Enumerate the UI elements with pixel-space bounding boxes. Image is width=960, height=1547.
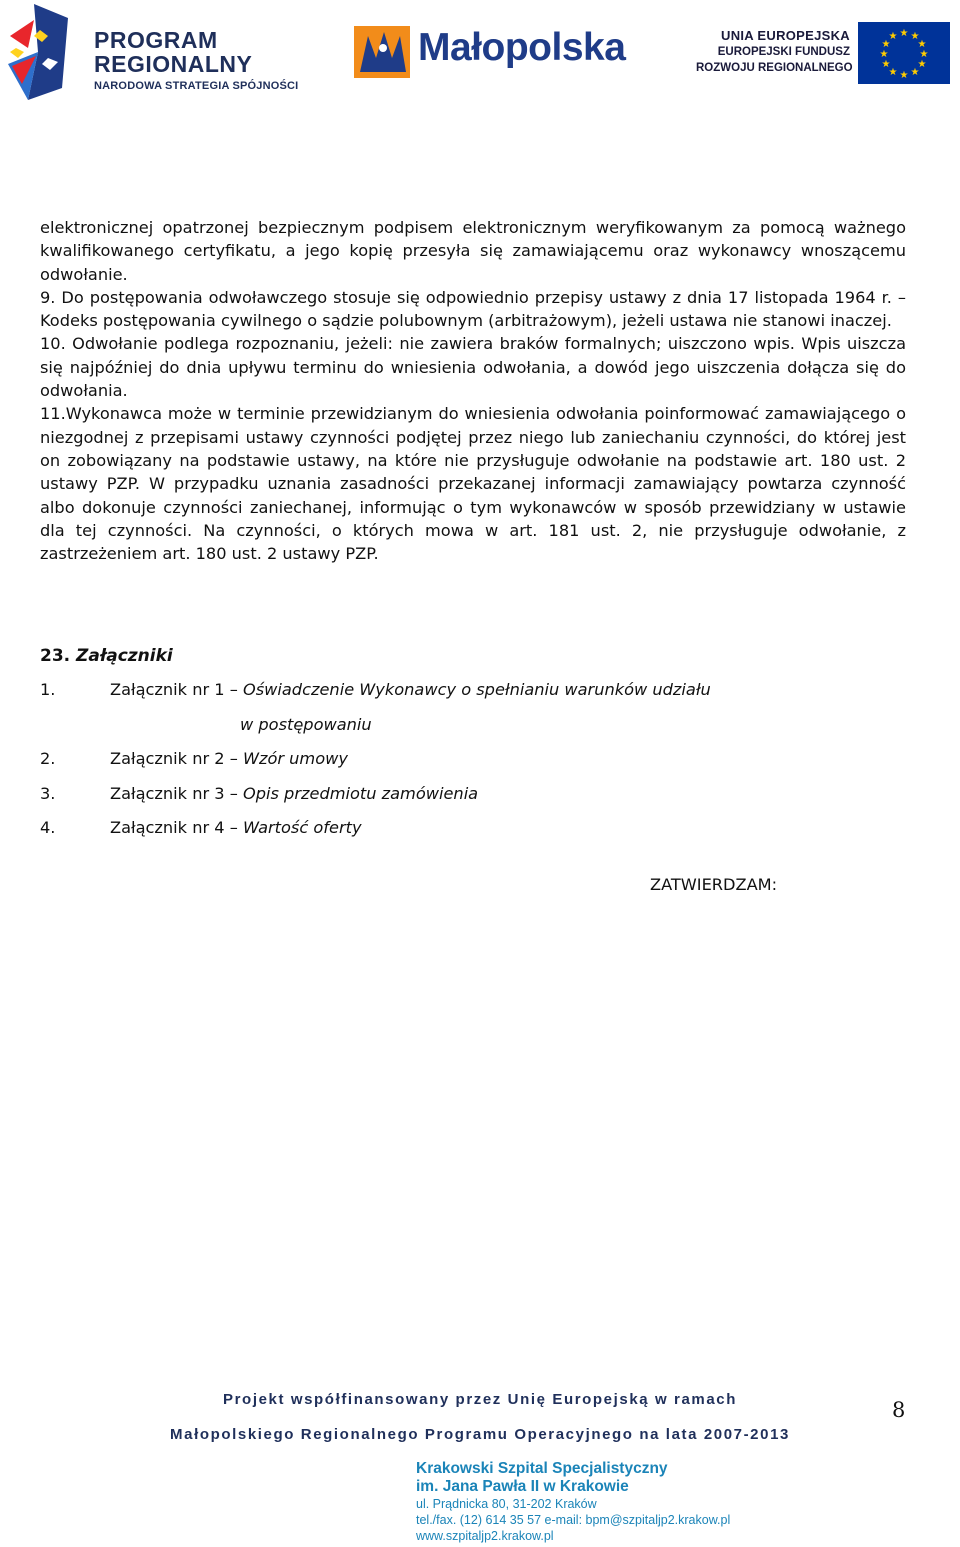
- attachment-item: [40, 784, 478, 803]
- attachment-label: Załącznik nr 2 –: [110, 749, 238, 768]
- eu-logo-line1: UNIA EUROPEJSKA: [721, 28, 850, 43]
- attachment-item: [40, 818, 362, 837]
- hospital-name: Krakowski Szpital Specjalistyczny: [416, 1460, 668, 1477]
- paragraph-9: 9. Do postępowania odwoławczego stosuje się odpowiednio przepisy ustawy z dnia 17 listopada 1964 r. – Kodeks postępowania cywilnego o sądzie polubownym (arbitrażowym), jeżeli ustawa nie stanowi inaczej.: [40, 287, 906, 331]
- malopolska-wordmark: Małopolska: [418, 26, 626, 69]
- eu-logo-line3: ROZWOJU REGIONALNEGO: [696, 62, 853, 74]
- svg-text:★: ★: [881, 39, 891, 50]
- malopolska-emblem-icon: [352, 22, 414, 82]
- footer-program-line: Małopolskiego Regionalnego Programu Operacyjnego na lata 2007-2013: [170, 1426, 790, 1443]
- attachment-title: Wzór umowy: [242, 749, 348, 768]
- attachment-number: 3.: [40, 784, 56, 803]
- program-regionalny-emblem-icon: [4, 2, 90, 102]
- hospital-address: ul. Prądnicka 80, 31-202 Kraków: [416, 1497, 597, 1511]
- approval-label: ZATWIERDZAM:: [650, 875, 778, 894]
- section-heading: [40, 646, 173, 666]
- eu-logo-line2: EUROPEJSKI FUNDUSZ: [717, 46, 850, 58]
- svg-text:★: ★: [917, 39, 927, 50]
- svg-text:★: ★: [910, 67, 920, 78]
- eu-logo: [696, 22, 956, 92]
- page-number: 8: [892, 1398, 906, 1422]
- paragraph-10: 10. Odwołanie podlega rozpoznaniu, jeżeli: nie zawiera braków formalnych; uiszczono wpis. Wpis uiszcza się najpóźniej do dnia upływu terminu do wniesienia odwołania, a dowód jego uiszczenia dołącza się do odwołania.: [40, 334, 906, 401]
- attachment-label: Załącznik nr 4 –: [110, 818, 238, 837]
- svg-text:★: ★: [879, 49, 889, 60]
- attachment-title: Wartość oferty: [242, 818, 362, 837]
- svg-text:★: ★: [888, 31, 898, 42]
- attachment-number: 1.: [40, 680, 56, 699]
- hospital-contact: tel./fax. (12) 614 35 57 e-mail: bpm@szpitaljp2.krakow.pl: [416, 1513, 731, 1527]
- attachment-title: Opis przedmiotu zamówienia: [242, 784, 479, 803]
- svg-text:★: ★: [881, 59, 891, 70]
- program-logo-line1: PROGRAM: [94, 27, 218, 53]
- svg-text:★: ★: [888, 67, 898, 78]
- attachment-item: [40, 749, 348, 768]
- attachment-number: 4.: [40, 818, 56, 837]
- document-body: [40, 216, 906, 565]
- hospital-website[interactable]: www.szpitaljp2.krakow.pl: [416, 1529, 554, 1543]
- hospital-patron: im. Jana Pawła II w Krakowie: [416, 1478, 629, 1495]
- svg-text:★: ★: [917, 59, 927, 70]
- attachment-title: Oświadczenie Wykonawcy o spełnianiu warunków udziału: [242, 680, 711, 699]
- attachment-title-continuation: w postępowaniu: [240, 715, 372, 734]
- attachment-number: 2.: [40, 749, 56, 768]
- section-number: 23.: [40, 646, 71, 666]
- paragraph-continuation: elektronicznej opatrzonej bezpiecznym podpisem elektronicznym weryfikowanym za pomocą ważnego kwalifikowanego certyfikatu, a jego kopię przesyła się zamawiającemu oraz wykonawcy wnoszącemu odwołanie.: [40, 218, 906, 284]
- hospital-contact-block: [416, 1460, 836, 1544]
- svg-text:★: ★: [910, 31, 920, 42]
- attachment-item: [40, 680, 711, 699]
- section-title: Załączniki: [76, 646, 173, 666]
- program-logo-line2: REGIONALNY: [94, 51, 253, 77]
- malopolska-logo: [352, 22, 662, 82]
- page-header: [0, 0, 960, 110]
- footer-cofinancing-line: Projekt współfinansowany przez Unię Europejską w ramach: [223, 1391, 737, 1408]
- paragraph-11: 11.Wykonawca może w terminie przewidzianym do wniesienia odwołania poinformować zamawiającego o niezgodnej z przepisami ustawy czynności podjętej przez niego lub zaniechaniu czynności, do której jest on zobowiązany na podstawie ustawy, na które nie przysługuje odwołanie na podstawie art. 180 ust. 2 ustawy PZP. W przypadku uznania zasadności przekazanej informacji zamawiający powtarza czynność albo dokonuje czynności zaniechanej, informując o tym wykonawców w sposób przewidziany w ustawie dla tej czynności. Na czynności, o których mowa w art. 181 ust. 2, nie przysługuje odwołanie, z zastrzeżeniem art. 180 ust. 2 ustawy PZP.: [40, 404, 906, 564]
- svg-text:★: ★: [899, 70, 909, 81]
- attachment-label: Załącznik nr 1 –: [110, 680, 238, 699]
- program-logo-line3: NARODOWA STRATEGIA SPÓJNOŚCI: [94, 80, 299, 92]
- svg-text:★: ★: [919, 49, 929, 60]
- eu-flag-icon: [858, 22, 950, 84]
- attachment-label: Załącznik nr 3 –: [110, 784, 238, 803]
- svg-text:★: ★: [899, 28, 909, 39]
- program-regionalny-logo: [4, 2, 324, 102]
